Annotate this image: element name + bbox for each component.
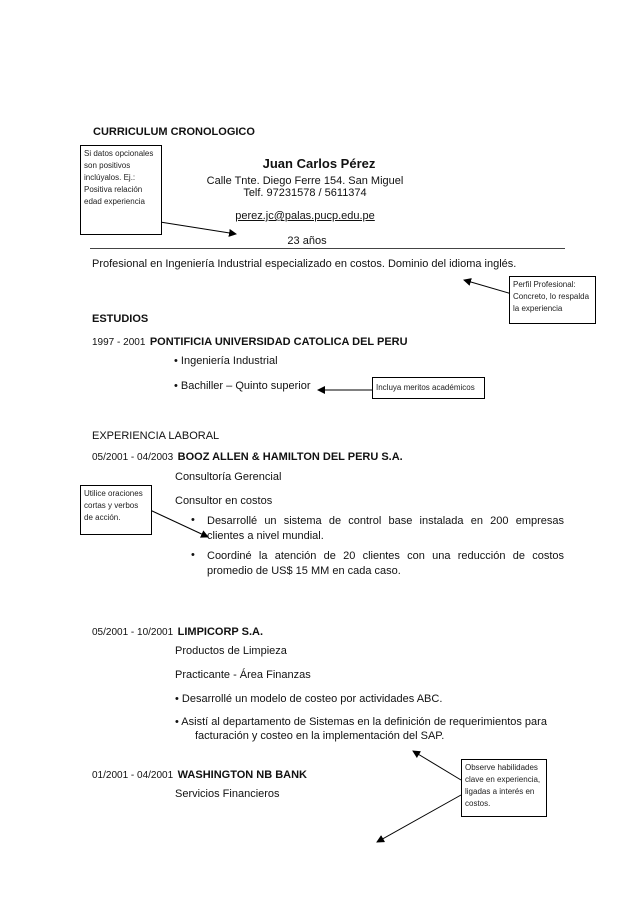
job-header bbox=[92, 622, 263, 640]
education-item: • Bachiller – Quinto superior bbox=[174, 380, 311, 392]
job-header bbox=[92, 765, 307, 783]
arrow-skills-down bbox=[377, 795, 461, 842]
education-entry bbox=[92, 332, 408, 350]
age: 23 años bbox=[287, 235, 327, 247]
job-bullet: Coordiné la atención de 20 clientes con una reducción de costos promedio de US$ 15 MM en cada caso. bbox=[207, 550, 564, 577]
note-skills: Observe habilidades clave en experiencia, ligadas a interés en costos. bbox=[461, 759, 547, 817]
contact-block bbox=[0, 175, 610, 199]
job-company: WASHINGTON NB BANK bbox=[177, 769, 307, 781]
job-company: BOOZ ALLEN & HAMILTON DEL PERU S.A. bbox=[177, 451, 403, 463]
job-bullet-continuation: facturación y costeo en la implementación del SAP. bbox=[195, 730, 445, 742]
education-institution: PONTIFICIA UNIVERSIDAD CATOLICA DEL PERU bbox=[149, 336, 408, 348]
document-title: CURRICULUM CRONOLOGICO bbox=[93, 126, 255, 138]
bullet-glyph: • bbox=[191, 549, 195, 561]
job-date: 01/2001 - 04/2001 bbox=[92, 770, 174, 781]
arrow-skills-up bbox=[413, 751, 461, 780]
job-area: Productos de Limpieza bbox=[175, 645, 287, 657]
bullet-glyph: • bbox=[191, 514, 195, 526]
arrow-profile bbox=[464, 280, 512, 294]
job-role: Practicante - Área Finanzas bbox=[175, 669, 311, 681]
job-header bbox=[92, 447, 403, 465]
arrow-personal-data bbox=[160, 222, 236, 234]
job-bullet: • Desarrollé un modelo de costeo por actividades ABC. bbox=[175, 693, 443, 705]
email-link[interactable]: perez.jc@palas.pucp.edu.pe bbox=[235, 210, 375, 222]
arrow-sentences bbox=[150, 510, 208, 537]
note-academic: Incluya meritos académicos bbox=[372, 377, 485, 399]
job-bullet: • Asistí al departamento de Sistemas en la definición de requerimientos para bbox=[175, 716, 547, 728]
education-item: • Ingeniería Industrial bbox=[174, 355, 278, 367]
job-company: LIMPICORP S.A. bbox=[177, 626, 264, 638]
job-area: Servicios Financieros bbox=[175, 788, 280, 800]
education-heading: ESTUDIOS bbox=[92, 313, 149, 325]
note-sentences: Utilice oraciones cortas y verbos de acción. bbox=[80, 485, 152, 535]
header-divider bbox=[90, 248, 565, 249]
job-area: Consultoría Gerencial bbox=[175, 471, 282, 483]
education-date: 1997 - 2001 bbox=[92, 337, 146, 348]
job-role: Consultor en costos bbox=[175, 495, 273, 507]
candidate-name: Juan Carlos Pérez bbox=[262, 156, 376, 171]
experience-heading: EXPERIENCIA LABORAL bbox=[92, 430, 220, 442]
note-personal-data: Si datos opcionales son positivos inclúyalos. Ej.: Positiva relación edad experiencia bbox=[80, 145, 162, 235]
note-profile: Perfil Profesional: Concreto, lo respalda la experiencia bbox=[509, 276, 596, 324]
job-date: 05/2001 - 10/2001 bbox=[92, 627, 174, 638]
profile-summary: Profesional en Ingeniería Industrial especializado en costos. Dominio del idioma inglés. bbox=[92, 258, 517, 270]
phone: Telf. 97231578 / 5611374 bbox=[243, 187, 367, 199]
address: Calle Tnte. Diego Ferre 154. San Miguel bbox=[206, 175, 404, 187]
job-bullet: Desarrollé un sistema de control base instalada en 200 empresas clientes a nivel mundial. bbox=[207, 515, 564, 542]
job-date: 05/2001 - 04/2003 bbox=[92, 452, 174, 463]
